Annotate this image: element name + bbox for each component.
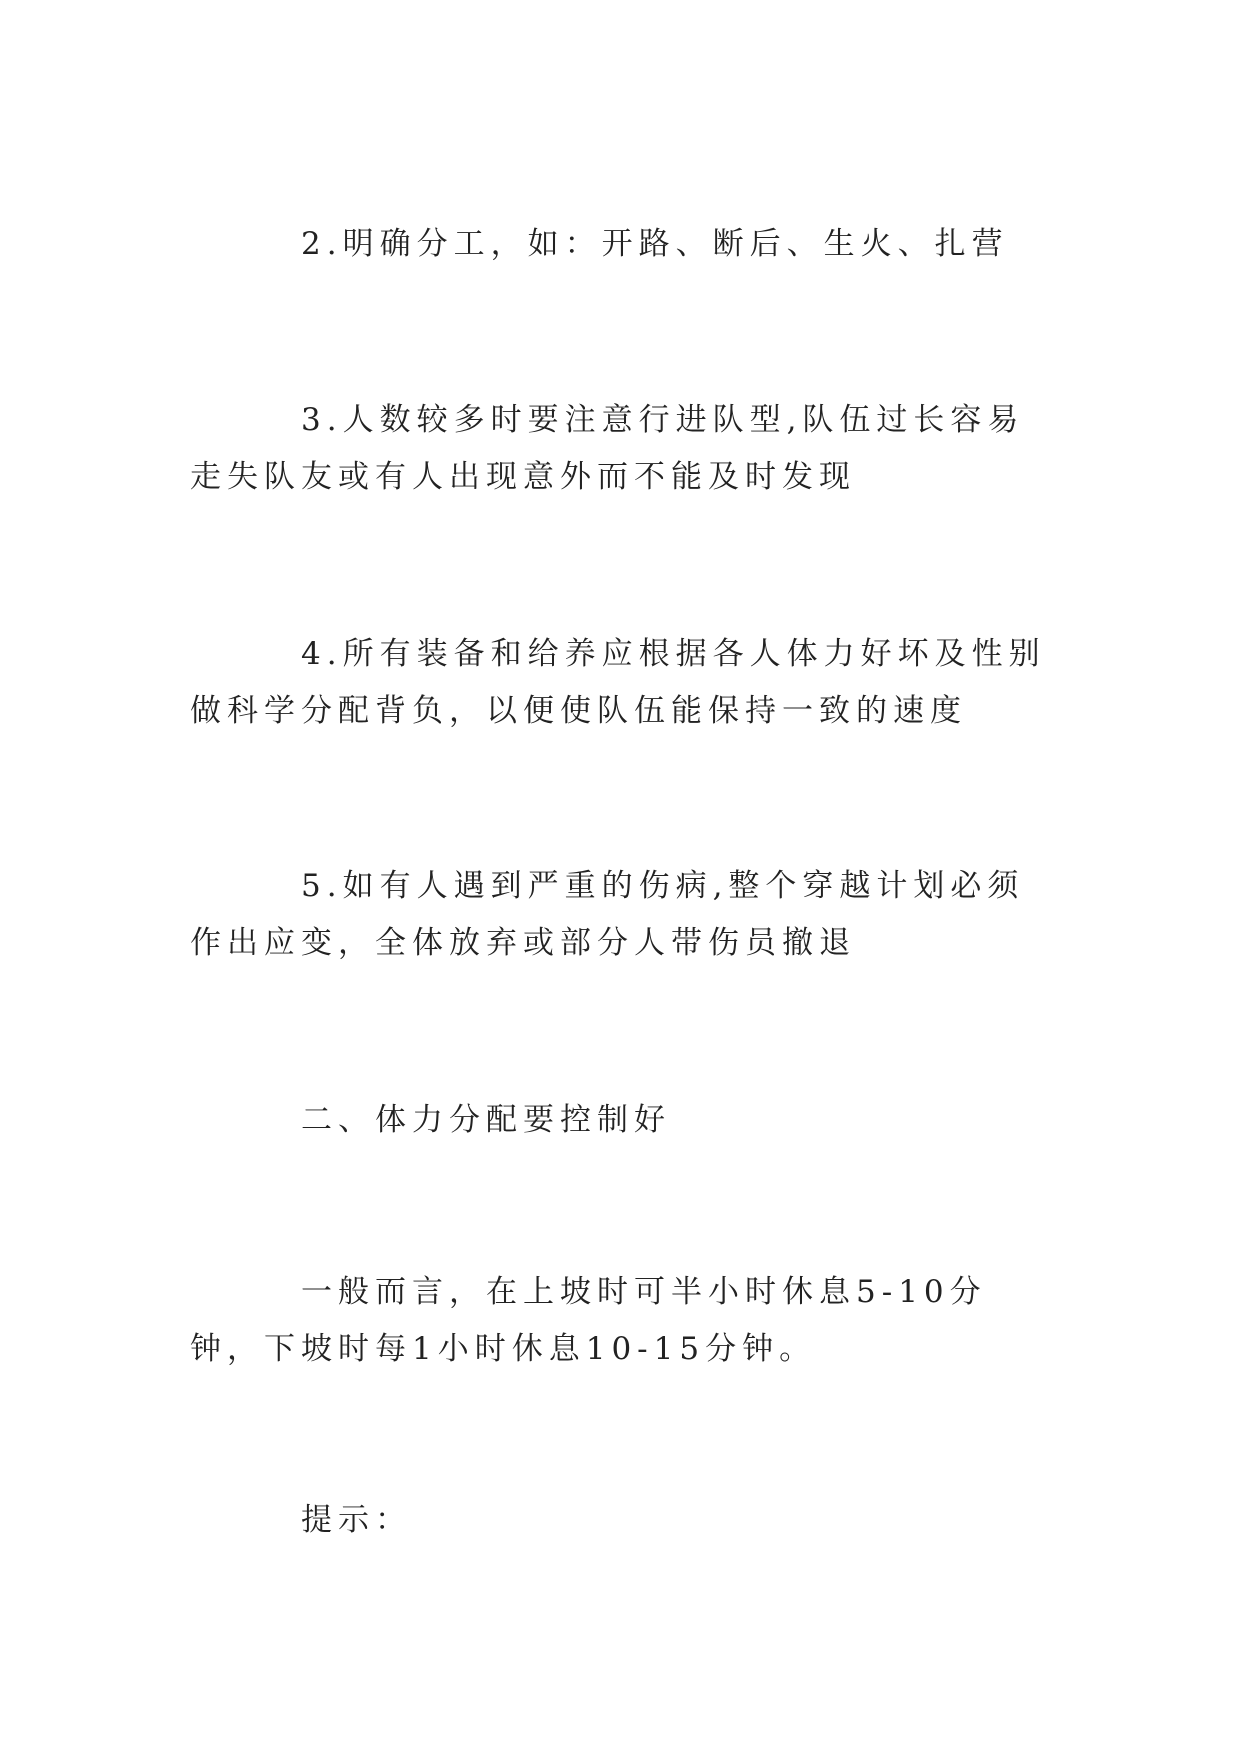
list-item-division-of-labor: 2.明确分工，如：开路、断后、生火、扎营 (301, 226, 1009, 262)
list-item-marching-formation: 3.人数较多时要注意行进队型,队伍过长容易走失队友或有人出现意外而不能及时发现 (190, 402, 1025, 495)
list-item-injury-contingency: 5.如有人遇到严重的伤病,整个穿越计划必须作出应变，全体放弃或部分人带伤员撤退 (190, 868, 1025, 961)
paragraph-rest-intervals: 一般而言，在上坡时可半小时休息5-10分钟，下坡时每1小时休息10-15分钟。 (190, 1274, 987, 1367)
tip-label: 提示： (301, 1502, 412, 1538)
section-heading-stamina: 二、体力分配要控制好 (301, 1102, 671, 1138)
list-item-gear-distribution: 4.所有装备和给养应根据各人体力好坏及性别做科学分配背负，以便使队伍能保持一致的速度 (190, 636, 1046, 729)
